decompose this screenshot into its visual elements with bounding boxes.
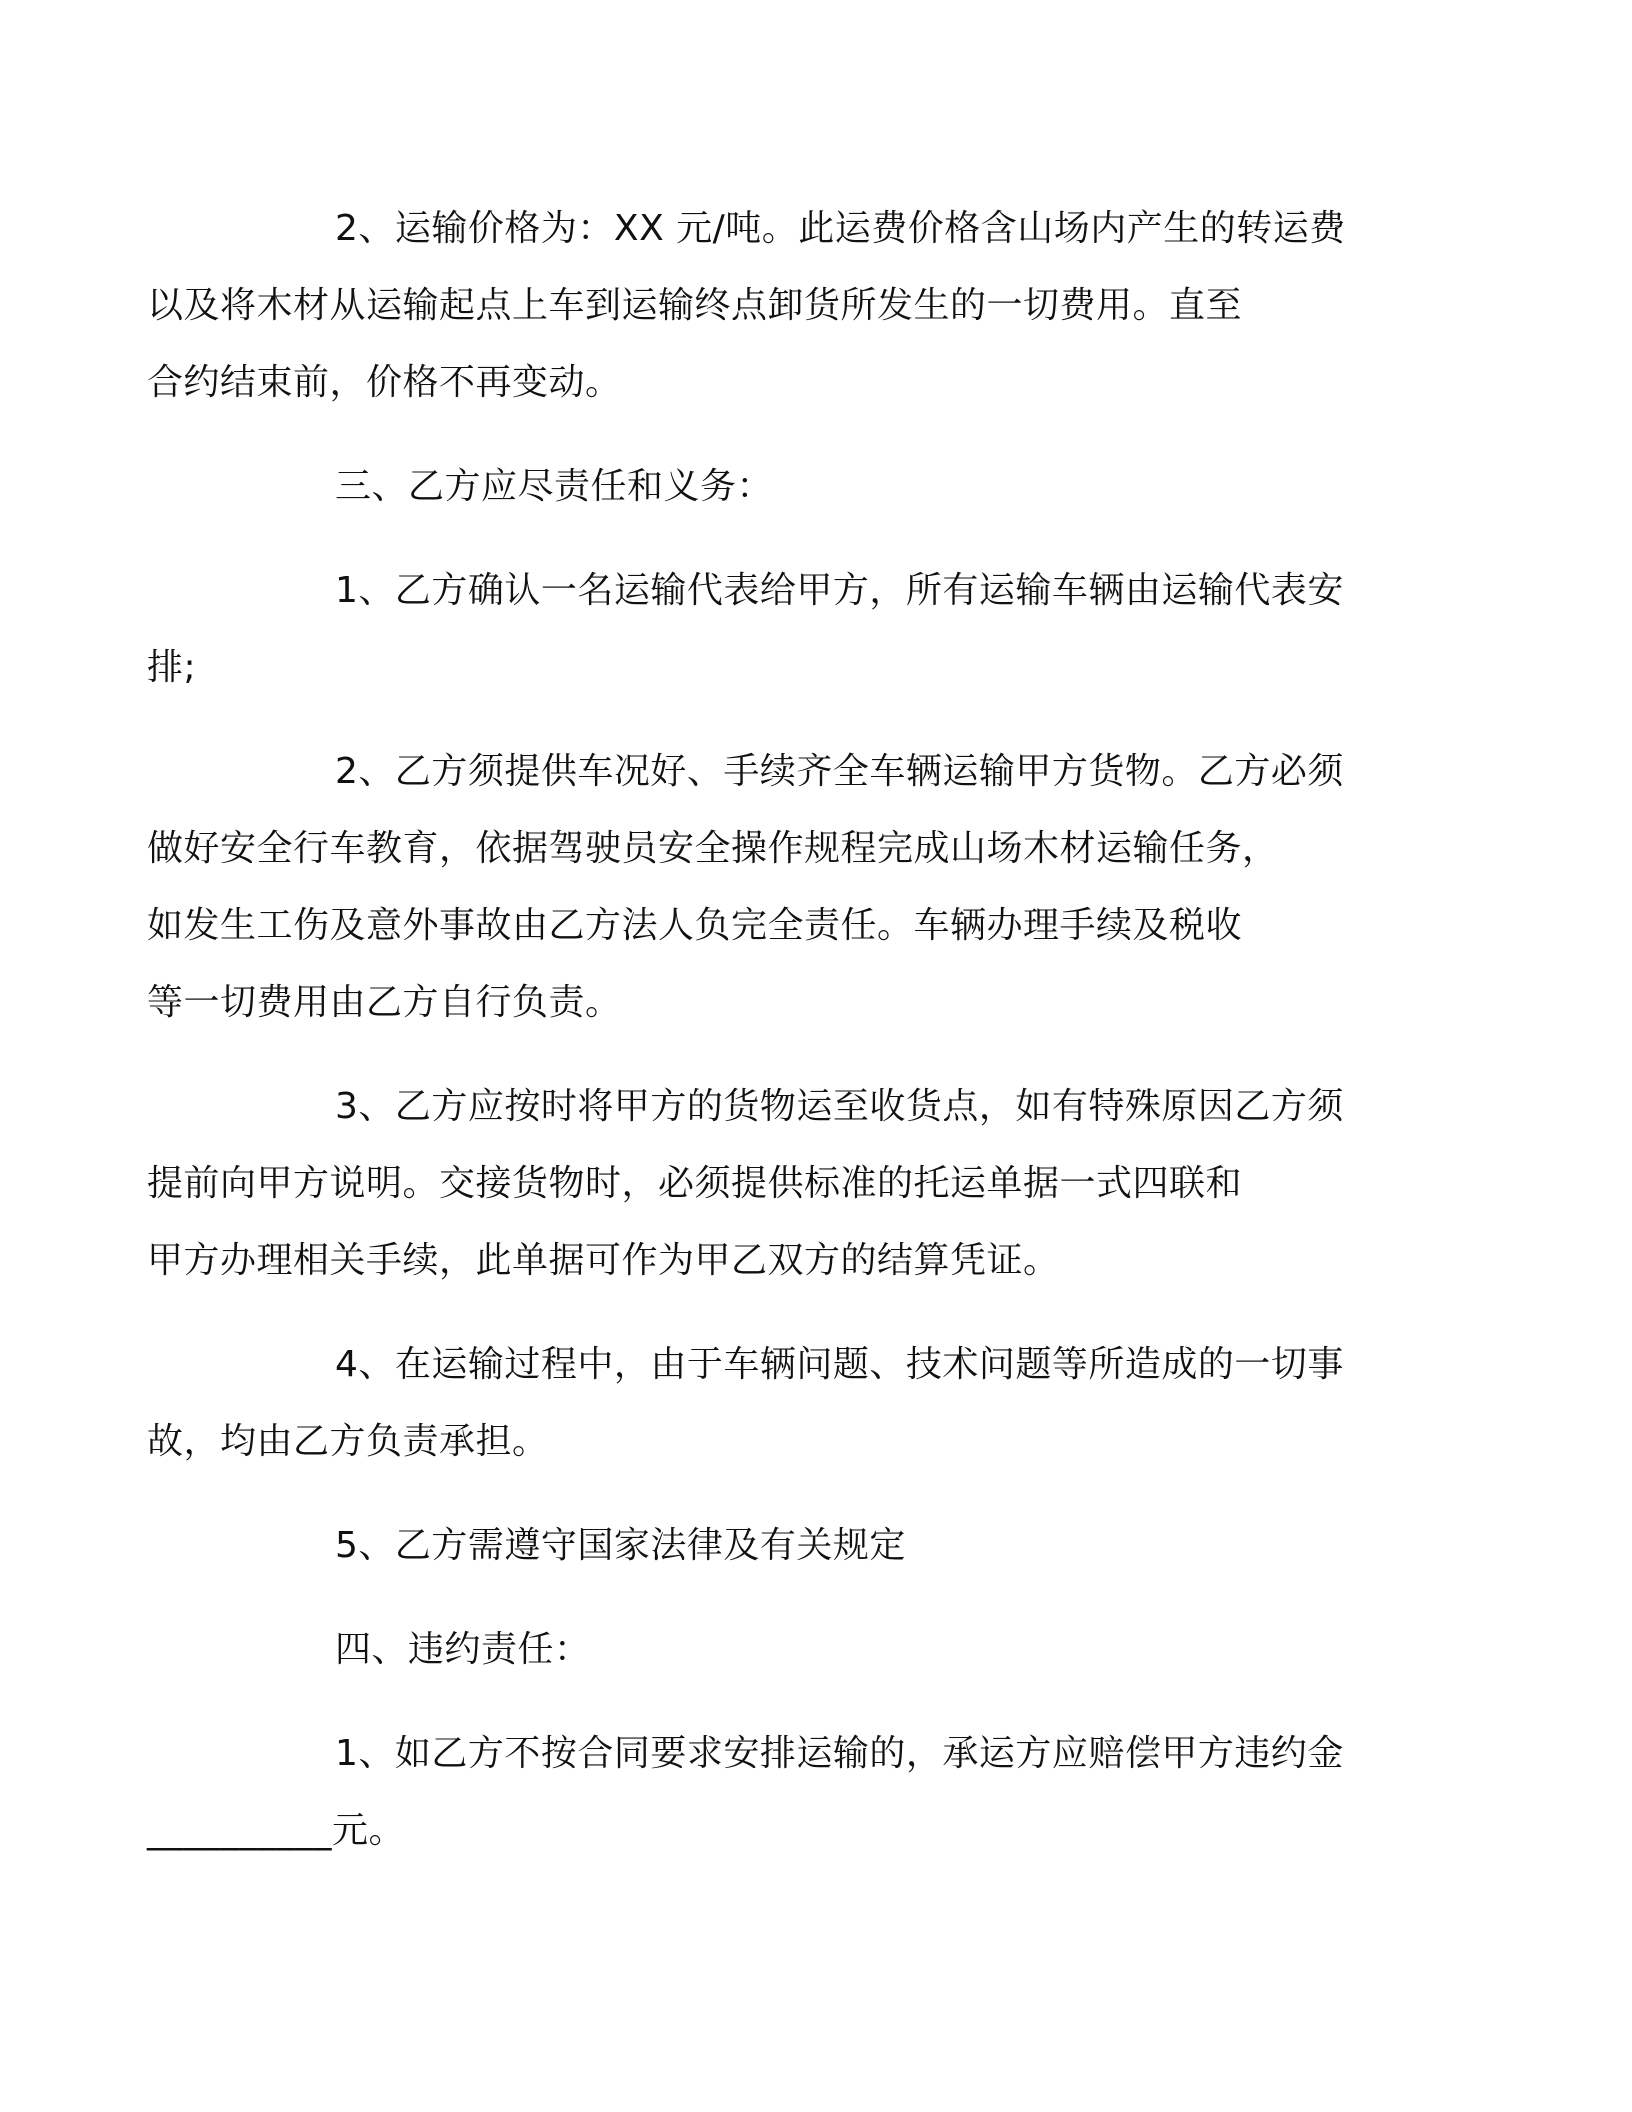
paragraph-duty-2 [147,733,1381,1041]
text-line: 5、乙方需遵守国家法律及有关规定 [335,1525,906,1566]
text-line: 3、乙方应按时将甲方的货物运至收货点，如有特殊原因乙方须 [335,1086,1344,1127]
text-line: 2、乙方须提供车况好、手续齐全车辆运输甲方货物。乙方必须 [335,751,1344,792]
text-line: 排; [147,647,197,688]
text-line: 故，均由乙方负责承担。 [147,1421,549,1462]
text-line: 如发生工伤及意外事故由乙方法人负完全责任。车辆办理手续及税收 [147,905,1243,946]
text-line: 三、乙方应尽责任和义务： [335,466,774,507]
paragraph-duty-3 [147,1068,1381,1299]
paragraph-duty-5 [241,1507,1381,1584]
paragraph-breach-1 [147,1715,1381,1869]
text-line: 1、如乙方不按合同要求安排运输的，承运方应赔偿甲方违约金 [335,1733,1344,1774]
text-line: 4、在运输过程中，由于车辆问题、技术问题等所造成的一切事 [335,1344,1344,1385]
text-line: 合约结束前，价格不再变动。 [147,362,622,403]
document-body [147,190,1381,1869]
text-line: 甲方办理相关手续，此单据可作为甲乙双方的结算凭证。 [147,1240,1060,1281]
text-line: 做好安全行车教育，依据驾驶员安全操作规程完成山场木材运输任务， [147,828,1279,869]
text-line: 2、运输价格为：XX 元/吨。此运费价格含山场内产生的转运费 [335,208,1346,249]
paragraph-duty-4 [147,1326,1381,1480]
heading-section-four [241,1611,1381,1688]
text-line: 四、违约责任： [335,1629,591,1670]
paragraph-duty-1 [147,552,1381,706]
text-line: __________元。 [147,1810,406,1851]
heading-section-three [241,448,1381,525]
text-line: 1、乙方确认一名运输代表给甲方，所有运输车辆由运输代表安 [335,570,1344,611]
text-line: 提前向甲方说明。交接货物时，必须提供标准的托运单据一式四联和 [147,1163,1243,1204]
text-line: 等一切费用由乙方自行负责。 [147,982,622,1023]
paragraph-transport-price [147,190,1381,421]
text-line: 以及将木材从运输起点上车到运输终点卸货所发生的一切费用。直至 [147,285,1243,326]
